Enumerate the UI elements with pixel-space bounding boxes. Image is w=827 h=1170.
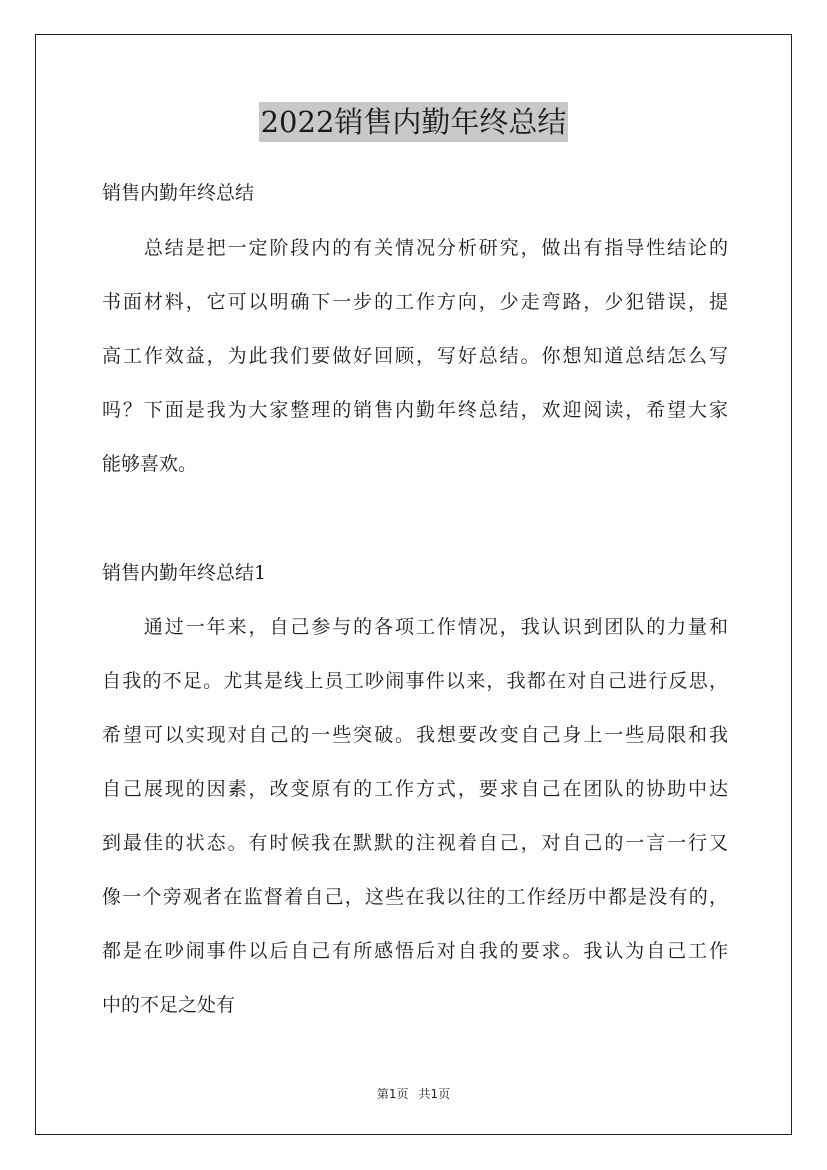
paragraph-line: 自我的不足。尤其是线上员工吵闹事件以来，我都在对自己进行反思， [102,670,728,692]
page-number: 第1页 [376,1087,409,1101]
paragraph-line: 中的不足之处有 [102,994,236,1016]
page-footer [0,1085,827,1102]
paragraph-line: 通过一年来，自己参与的各项工作情况，我认识到团队的力量和 [102,616,728,638]
paragraph-line: 希望可以实现对自己的一些突破。我想要改变自己身上一些局限和我 [102,724,728,746]
paragraph-line: 到最佳的状态。有时候我在默默的注视着自己，对自己的一言一行又 [102,832,728,854]
document-subtitle: 销售内勤年终总结 [102,182,255,204]
paragraph-line: 像一个旁观者在监督着自己，这些在我以往的工作经历中都是没有的， [102,886,728,908]
section-heading: 销售内勤年终总结1 [102,562,267,584]
paragraph-line: 书面材料，它可以明确下一步的工作方向，少走弯路，少犯错误，提 [102,291,728,313]
paragraph-line: 都是在吵闹事件以后自己有所感悟后对自我的要求。我认为自己工作 [102,940,728,962]
paragraph-line: 吗？下面是我为大家整理的销售内勤年终总结，欢迎阅读，希望大家 [102,399,728,421]
title-container [0,102,827,142]
paragraph-line: 自己展现的因素，改变原有的工作方式，要求自己在团队的协助中达 [102,778,728,800]
paragraph-line: 高工作效益，为此我们要做好回顾，写好总结。你想知道总结怎么写 [102,345,728,367]
paragraph-line: 能够喜欢。 [102,453,198,475]
paragraph-line: 总结是把一定阶段内的有关情况分析研究，做出有指导性结论的 [102,237,728,259]
page-total: 共1页 [418,1087,451,1101]
document-title: 2022销售内勤年终总结 [259,102,569,142]
